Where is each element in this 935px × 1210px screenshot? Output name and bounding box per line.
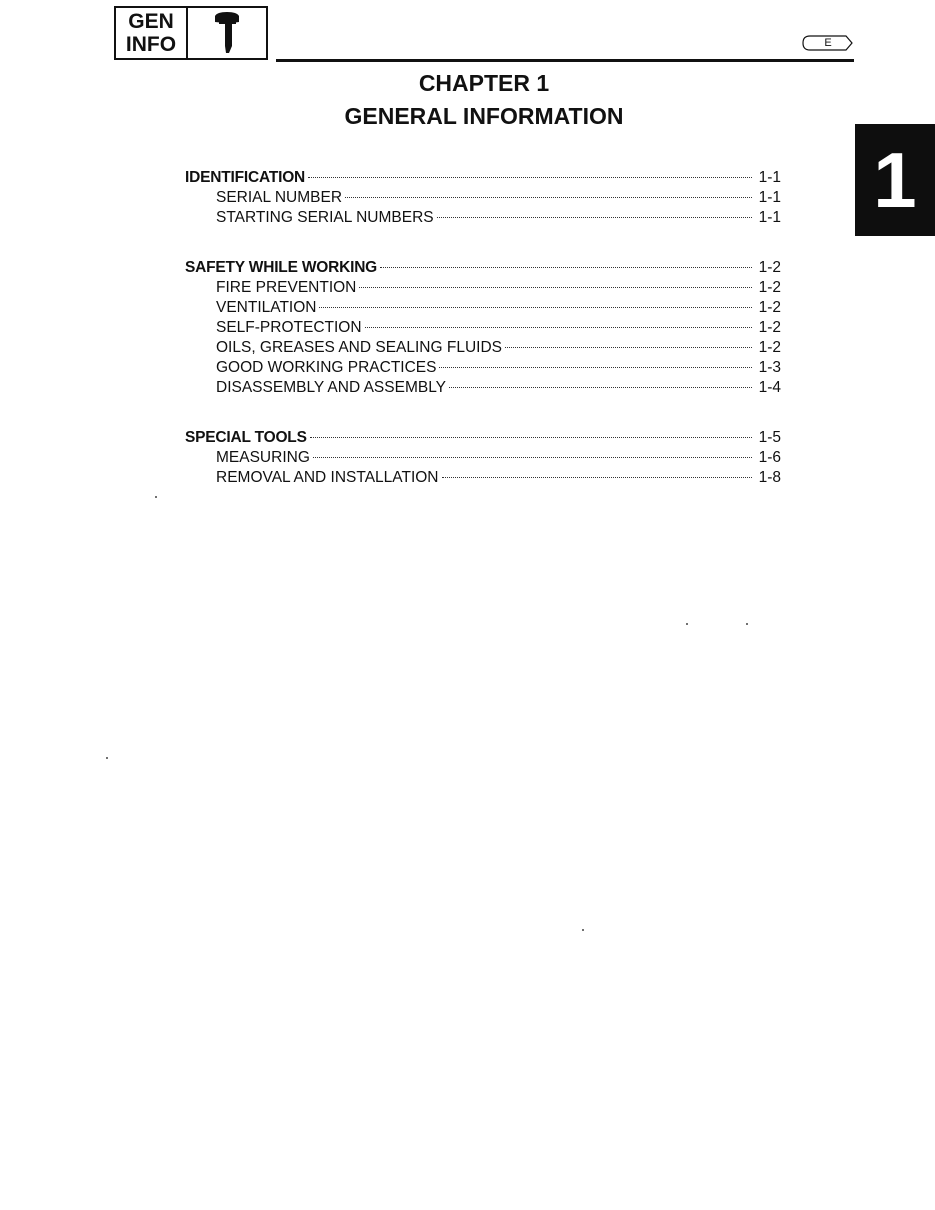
- toc-entry-page: 1-2: [758, 259, 781, 276]
- dot-leader: [310, 437, 752, 438]
- scan-speck: [582, 929, 584, 931]
- toc-subentry[interactable]: [185, 188, 781, 208]
- toc-entry-title: SPECIAL TOOLS: [185, 429, 307, 446]
- toc-entry-page: 1-2: [758, 279, 781, 296]
- scan-speck: [746, 623, 748, 625]
- table-of-contents: [185, 168, 781, 508]
- toc-subentry[interactable]: [185, 448, 781, 468]
- toc-section-safety: [185, 258, 781, 398]
- badge-label: [116, 8, 188, 58]
- dot-leader: [439, 367, 752, 368]
- toc-subentry[interactable]: [185, 358, 781, 378]
- toc-entry-title: SELF-PROTECTION: [216, 319, 362, 336]
- toc-entry-page: 1-5: [758, 429, 781, 446]
- toc-section-identification: [185, 168, 781, 228]
- dot-leader: [319, 307, 752, 308]
- toc-entry-title: STARTING SERIAL NUMBERS: [216, 209, 434, 226]
- toc-entry-page: 1-1: [758, 189, 781, 206]
- toc-section-special-tools: [185, 428, 781, 488]
- dot-leader: [449, 387, 752, 388]
- toc-entry-title: MEASURING: [216, 449, 310, 466]
- toc-entry[interactable]: [185, 168, 781, 188]
- toc-entry-title: REMOVAL AND INSTALLATION: [216, 469, 439, 486]
- toc-entry-page: 1-1: [758, 209, 781, 226]
- toc-subentry[interactable]: [185, 298, 781, 318]
- toc-entry-title: OILS, GREASES AND SEALING FLUIDS: [216, 339, 502, 356]
- scan-speck: [155, 496, 157, 498]
- dot-leader: [437, 217, 752, 218]
- toc-entry-title: GOOD WORKING PRACTICES: [216, 359, 437, 376]
- toc-entry-page: 1-1: [758, 169, 781, 186]
- toc-subentry[interactable]: [185, 318, 781, 338]
- toc-entry-title: FIRE PREVENTION: [216, 279, 357, 296]
- scan-speck: [686, 623, 688, 625]
- toc-entry-page: 1-8: [758, 469, 781, 486]
- dot-leader: [365, 327, 752, 328]
- dot-leader: [345, 197, 752, 198]
- scan-speck: [106, 757, 108, 759]
- language-mark: [802, 34, 854, 52]
- toc-entry-page: 1-2: [758, 339, 781, 356]
- toc-entry-page: 1-3: [758, 359, 781, 376]
- toc-subentry[interactable]: [185, 468, 781, 488]
- outboard-motor-icon: [188, 8, 266, 58]
- toc-subentry[interactable]: [185, 208, 781, 228]
- dot-leader: [505, 347, 752, 348]
- toc-subentry[interactable]: [185, 338, 781, 358]
- toc-entry-title: DISASSEMBLY AND ASSEMBLY: [216, 379, 447, 396]
- toc-entry-title: IDENTIFICATION: [185, 169, 306, 186]
- section-badge: [114, 6, 268, 60]
- dot-leader: [380, 267, 752, 268]
- toc-entry-page: 1-2: [758, 319, 781, 336]
- toc-entry-page: 1-6: [758, 449, 781, 466]
- chapter-tab: [855, 124, 935, 236]
- dot-leader: [308, 177, 752, 178]
- toc-entry-title: VENTILATION: [216, 299, 317, 316]
- dot-leader: [442, 477, 752, 478]
- chapter-subtitle: GENERAL INFORMATION: [344, 103, 624, 129]
- badge-line-gen: GEN: [128, 10, 174, 33]
- badge-line-info: INFO: [125, 33, 177, 56]
- toc-entry-title: SERIAL NUMBER: [216, 189, 343, 206]
- toc-entry-title: SAFETY WHILE WORKING: [185, 259, 378, 276]
- dot-leader: [359, 287, 752, 288]
- dot-leader: [313, 457, 752, 458]
- toc-subentry[interactable]: [185, 378, 781, 398]
- toc-entry[interactable]: [185, 428, 781, 448]
- language-mark-label: E: [824, 37, 832, 49]
- chapter-title: CHAPTER 1: [418, 70, 550, 96]
- toc-entry[interactable]: [185, 258, 781, 278]
- toc-subentry[interactable]: [185, 278, 781, 298]
- chapter-tab-number: 1: [873, 135, 917, 224]
- header-rule: [276, 59, 854, 62]
- toc-entry-page: 1-2: [758, 299, 781, 316]
- toc-entry-page: 1-4: [758, 379, 781, 396]
